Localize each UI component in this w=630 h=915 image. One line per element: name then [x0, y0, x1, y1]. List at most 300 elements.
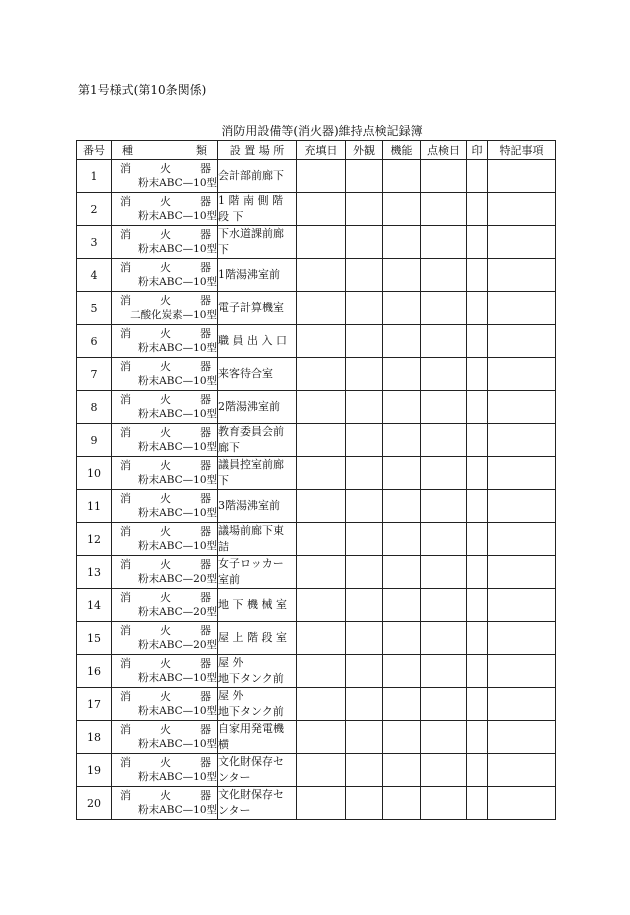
appearance-cell	[346, 358, 383, 391]
extinguisher-kind	[112, 424, 218, 457]
extinguisher-kind	[112, 457, 218, 490]
extinguisher-name-char: 器	[200, 657, 211, 670]
extinguisher-name-char: 火	[160, 756, 171, 769]
row-number: 9	[77, 424, 112, 457]
extinguisher-type: 粉末ABC—20型	[138, 573, 217, 585]
extinguisher-type: 粉末ABC—20型	[138, 639, 217, 651]
function-cell	[383, 655, 421, 688]
extinguisher-kind	[112, 193, 218, 226]
extinguisher-name-char: 器	[200, 327, 211, 340]
function-cell	[383, 226, 421, 259]
extinguisher-name	[112, 590, 217, 605]
notes-cell	[488, 325, 556, 358]
seal-cell	[467, 754, 488, 787]
installation-location	[218, 160, 297, 193]
table-row	[77, 226, 556, 259]
location-line: 女子ロッカー	[218, 557, 284, 570]
extinguisher-type: 粉末ABC—10型	[138, 210, 217, 222]
appearance-cell	[346, 589, 383, 622]
seal-cell	[467, 292, 488, 325]
inspection-date-cell	[421, 193, 467, 226]
inspection-date-cell	[421, 622, 467, 655]
location-line: 下	[218, 243, 229, 256]
notes-cell	[488, 358, 556, 391]
extinguisher-name	[112, 425, 217, 440]
seal-cell	[467, 688, 488, 721]
extinguisher-name	[112, 161, 217, 176]
location-line: 屋 外	[218, 656, 244, 669]
installation-location	[218, 589, 297, 622]
extinguisher-name-char: 器	[200, 591, 211, 604]
extinguisher-name-char: 器	[200, 624, 211, 637]
notes-cell	[488, 391, 556, 424]
table-row	[77, 688, 556, 721]
extinguisher-kind	[112, 589, 218, 622]
refill-date-cell	[297, 721, 346, 754]
appearance-cell	[346, 655, 383, 688]
notes-cell	[488, 292, 556, 325]
extinguisher-name-char: 火	[160, 591, 171, 604]
row-number: 6	[77, 325, 112, 358]
appearance-cell	[346, 754, 383, 787]
location-line: 廊下	[218, 441, 240, 454]
extinguisher-name-char: 器	[200, 690, 211, 703]
row-number: 14	[77, 589, 112, 622]
location-line: 1 階 南 側 階	[218, 194, 283, 207]
row-number: 12	[77, 523, 112, 556]
header-seal: 印	[467, 141, 488, 160]
appearance-cell	[346, 556, 383, 589]
function-cell	[383, 589, 421, 622]
row-number: 17	[77, 688, 112, 721]
table-row	[77, 490, 556, 523]
extinguisher-kind	[112, 160, 218, 193]
extinguisher-name	[112, 722, 217, 737]
extinguisher-name	[112, 689, 217, 704]
refill-date-cell	[297, 424, 346, 457]
extinguisher-name-char: 火	[160, 789, 171, 802]
extinguisher-kind	[112, 787, 218, 820]
extinguisher-name-char: 火	[160, 393, 171, 406]
extinguisher-name-char: 消	[120, 327, 131, 340]
location-line: 段 下	[218, 210, 244, 223]
location-line: 3階湯沸室前	[218, 499, 280, 512]
extinguisher-name-char: 器	[200, 195, 211, 208]
header-function: 機能	[383, 141, 421, 160]
function-cell	[383, 721, 421, 754]
extinguisher-name	[112, 623, 217, 638]
row-number: 11	[77, 490, 112, 523]
refill-date-cell	[297, 622, 346, 655]
inspection-date-cell	[421, 391, 467, 424]
table-row	[77, 655, 556, 688]
extinguisher-kind	[112, 358, 218, 391]
table-row	[77, 160, 556, 193]
seal-cell	[467, 523, 488, 556]
refill-date-cell	[297, 787, 346, 820]
location-line: 自家用発電機	[218, 722, 284, 735]
location-line: 文化財保存セ	[218, 788, 284, 801]
extinguisher-name	[112, 260, 217, 275]
refill-date-cell	[297, 589, 346, 622]
location-line: ンター	[218, 804, 251, 817]
function-cell	[383, 556, 421, 589]
location-line: ンター	[218, 771, 251, 784]
extinguisher-name-char: 火	[160, 261, 171, 274]
extinguisher-name-char: 消	[120, 426, 131, 439]
seal-cell	[467, 622, 488, 655]
inspection-date-cell	[421, 523, 467, 556]
inspection-date-cell	[421, 721, 467, 754]
extinguisher-kind	[112, 622, 218, 655]
inspection-date-cell	[421, 655, 467, 688]
installation-location	[218, 556, 297, 589]
table-row	[77, 358, 556, 391]
refill-date-cell	[297, 754, 346, 787]
extinguisher-name-char: 火	[160, 162, 171, 175]
location-line: 下水道課前廊	[218, 227, 284, 240]
extinguisher-name-char: 器	[200, 360, 211, 373]
location-line: 屋 上 階 段 室	[218, 631, 287, 644]
location-line: 詰	[218, 540, 229, 553]
appearance-cell	[346, 787, 383, 820]
table-row	[77, 589, 556, 622]
header-kind-a: 種	[122, 144, 133, 157]
document-title: 消防用設備等(消火器)維持点検記録簿	[221, 124, 423, 138]
notes-cell	[488, 556, 556, 589]
location-line: 電子計算機室	[218, 301, 284, 314]
extinguisher-name-char: 火	[160, 690, 171, 703]
notes-cell	[488, 655, 556, 688]
appearance-cell	[346, 523, 383, 556]
seal-cell	[467, 391, 488, 424]
extinguisher-name-char: 消	[120, 294, 131, 307]
header-kind-b: 類	[196, 144, 207, 157]
refill-date-cell	[297, 457, 346, 490]
extinguisher-name-char: 消	[120, 690, 131, 703]
refill-date-cell	[297, 523, 346, 556]
extinguisher-name-char: 消	[120, 228, 131, 241]
seal-cell	[467, 556, 488, 589]
extinguisher-name-char: 火	[160, 525, 171, 538]
inspection-date-cell	[421, 457, 467, 490]
location-line: 1階湯沸室前	[218, 268, 280, 281]
function-cell	[383, 457, 421, 490]
row-number: 10	[77, 457, 112, 490]
inspection-date-cell	[421, 160, 467, 193]
extinguisher-name-char: 火	[160, 195, 171, 208]
extinguisher-name-char: 火	[160, 327, 171, 340]
row-number: 8	[77, 391, 112, 424]
refill-date-cell	[297, 226, 346, 259]
refill-date-cell	[297, 259, 346, 292]
location-line: 横	[218, 738, 229, 751]
installation-location	[218, 259, 297, 292]
extinguisher-kind	[112, 292, 218, 325]
location-line: 議員控室前廊	[218, 458, 284, 471]
extinguisher-name-char: 器	[200, 228, 211, 241]
appearance-cell	[346, 160, 383, 193]
installation-location	[218, 358, 297, 391]
table-row	[77, 424, 556, 457]
table-row	[77, 292, 556, 325]
notes-cell	[488, 259, 556, 292]
extinguisher-name	[112, 326, 217, 341]
inspection-date-cell	[421, 325, 467, 358]
appearance-cell	[346, 391, 383, 424]
extinguisher-name-char: 消	[120, 195, 131, 208]
location-line: 地 下 機 械 室	[218, 598, 287, 611]
extinguisher-type: 粉末ABC—10型	[138, 474, 217, 486]
table-row	[77, 754, 556, 787]
table-row	[77, 622, 556, 655]
extinguisher-name-char: 器	[200, 459, 211, 472]
extinguisher-name-char: 火	[160, 558, 171, 571]
extinguisher-name-char: 火	[160, 294, 171, 307]
extinguisher-name-char: 器	[200, 525, 211, 538]
location-line: 会計部前廊下	[218, 169, 284, 182]
extinguisher-name-char: 火	[160, 228, 171, 241]
inspection-date-cell	[421, 424, 467, 457]
appearance-cell	[346, 292, 383, 325]
extinguisher-name-char: 器	[200, 558, 211, 571]
seal-cell	[467, 259, 488, 292]
extinguisher-kind	[112, 688, 218, 721]
appearance-cell	[346, 688, 383, 721]
installation-location	[218, 688, 297, 721]
seal-cell	[467, 589, 488, 622]
function-cell	[383, 160, 421, 193]
seal-cell	[467, 325, 488, 358]
extinguisher-kind	[112, 259, 218, 292]
extinguisher-name-char: 消	[120, 459, 131, 472]
extinguisher-name-char: 器	[200, 426, 211, 439]
location-line: 議場前廊下東	[218, 524, 284, 537]
header-refill-date: 充填日	[297, 141, 346, 160]
inspection-date-cell	[421, 754, 467, 787]
extinguisher-type: 粉末ABC—10型	[138, 243, 217, 255]
extinguisher-kind	[112, 325, 218, 358]
table-row	[77, 325, 556, 358]
inspection-date-cell	[421, 259, 467, 292]
location-line: 2階湯沸室前	[218, 400, 280, 413]
seal-cell	[467, 424, 488, 457]
refill-date-cell	[297, 490, 346, 523]
inspection-date-cell	[421, 358, 467, 391]
header-location: 設 置 場 所	[218, 141, 297, 160]
notes-cell	[488, 160, 556, 193]
extinguisher-name-char: 消	[120, 657, 131, 670]
seal-cell	[467, 193, 488, 226]
row-number: 20	[77, 787, 112, 820]
row-number: 18	[77, 721, 112, 754]
seal-cell	[467, 721, 488, 754]
installation-location	[218, 523, 297, 556]
extinguisher-name-char: 器	[200, 492, 211, 505]
function-cell	[383, 787, 421, 820]
function-cell	[383, 325, 421, 358]
extinguisher-kind	[112, 655, 218, 688]
seal-cell	[467, 358, 488, 391]
extinguisher-name-char: 器	[200, 393, 211, 406]
extinguisher-type: 粉末ABC—10型	[138, 540, 217, 552]
installation-location	[218, 193, 297, 226]
extinguisher-kind	[112, 556, 218, 589]
row-number: 16	[77, 655, 112, 688]
table-row	[77, 721, 556, 754]
notes-cell	[488, 490, 556, 523]
function-cell	[383, 490, 421, 523]
extinguisher-type: 粉末ABC—10型	[138, 507, 217, 519]
installation-location	[218, 787, 297, 820]
installation-location	[218, 226, 297, 259]
extinguisher-name	[112, 491, 217, 506]
installation-location	[218, 721, 297, 754]
location-line: 職 員 出 入 口	[218, 334, 287, 347]
location-line: 地下タンク前	[218, 672, 284, 685]
extinguisher-type: 粉末ABC—10型	[138, 342, 217, 354]
function-cell	[383, 754, 421, 787]
extinguisher-name-char: 火	[160, 426, 171, 439]
extinguisher-name-char: 火	[160, 723, 171, 736]
extinguisher-name	[112, 788, 217, 803]
extinguisher-name-char: 火	[160, 657, 171, 670]
notes-cell	[488, 589, 556, 622]
extinguisher-name-char: 消	[120, 393, 131, 406]
location-line: 文化財保存セ	[218, 755, 284, 768]
extinguisher-name-char: 器	[200, 756, 211, 769]
extinguisher-name-char: 消	[120, 723, 131, 736]
appearance-cell	[346, 325, 383, 358]
table-row	[77, 259, 556, 292]
function-cell	[383, 358, 421, 391]
installation-location	[218, 391, 297, 424]
extinguisher-name-char: 器	[200, 261, 211, 274]
extinguisher-name-char: 消	[120, 789, 131, 802]
appearance-cell	[346, 622, 383, 655]
row-number: 3	[77, 226, 112, 259]
table-row	[77, 523, 556, 556]
table-row	[77, 193, 556, 226]
inspection-date-cell	[421, 589, 467, 622]
extinguisher-kind	[112, 754, 218, 787]
extinguisher-kind	[112, 721, 218, 754]
inspection-ledger-table	[76, 140, 556, 820]
extinguisher-name-char: 火	[160, 459, 171, 472]
extinguisher-kind	[112, 226, 218, 259]
header-notes: 特記事項	[488, 141, 556, 160]
installation-location	[218, 457, 297, 490]
inspection-date-cell	[421, 490, 467, 523]
extinguisher-type: 粉末ABC—10型	[138, 375, 217, 387]
extinguisher-name	[112, 524, 217, 539]
location-line: 来客待合室	[218, 367, 273, 380]
table-row	[77, 787, 556, 820]
extinguisher-type: 粉末ABC—10型	[138, 705, 217, 717]
table-row	[77, 391, 556, 424]
extinguisher-kind	[112, 490, 218, 523]
extinguisher-name	[112, 392, 217, 407]
extinguisher-name-char: 器	[200, 294, 211, 307]
row-number: 7	[77, 358, 112, 391]
row-number: 2	[77, 193, 112, 226]
header-inspection-date: 点検日	[421, 141, 467, 160]
extinguisher-name-char: 消	[120, 756, 131, 769]
installation-location	[218, 490, 297, 523]
table-row	[77, 556, 556, 589]
installation-location	[218, 622, 297, 655]
notes-cell	[488, 721, 556, 754]
appearance-cell	[346, 226, 383, 259]
installation-location	[218, 292, 297, 325]
notes-cell	[488, 688, 556, 721]
extinguisher-name-char: 器	[200, 789, 211, 802]
table-row	[77, 457, 556, 490]
extinguisher-name-char: 消	[120, 360, 131, 373]
notes-cell	[488, 226, 556, 259]
function-cell	[383, 688, 421, 721]
extinguisher-kind	[112, 391, 218, 424]
extinguisher-name	[112, 227, 217, 242]
notes-cell	[488, 523, 556, 556]
header-no: 番号	[77, 141, 112, 160]
refill-date-cell	[297, 655, 346, 688]
location-line: 下	[218, 474, 229, 487]
form-label: 第1号様式(第10条関係)	[78, 83, 207, 97]
refill-date-cell	[297, 325, 346, 358]
function-cell	[383, 292, 421, 325]
extinguisher-name-char: 消	[120, 624, 131, 637]
function-cell	[383, 424, 421, 457]
refill-date-cell	[297, 391, 346, 424]
extinguisher-type: 粉末ABC—10型	[138, 177, 217, 189]
extinguisher-type: 粉末ABC—10型	[138, 276, 217, 288]
notes-cell	[488, 787, 556, 820]
extinguisher-type: 粉末ABC—10型	[138, 804, 217, 816]
notes-cell	[488, 424, 556, 457]
seal-cell	[467, 457, 488, 490]
installation-location	[218, 655, 297, 688]
installation-location	[218, 424, 297, 457]
row-number: 19	[77, 754, 112, 787]
extinguisher-name-char: 消	[120, 162, 131, 175]
extinguisher-kind	[112, 523, 218, 556]
header-row	[77, 141, 556, 160]
seal-cell	[467, 787, 488, 820]
row-number: 1	[77, 160, 112, 193]
function-cell	[383, 259, 421, 292]
seal-cell	[467, 655, 488, 688]
ledger-body	[77, 160, 556, 820]
appearance-cell	[346, 193, 383, 226]
appearance-cell	[346, 259, 383, 292]
installation-location	[218, 754, 297, 787]
header-kind	[112, 141, 218, 160]
extinguisher-type: 粉末ABC—10型	[138, 672, 217, 684]
extinguisher-name-char: 器	[200, 723, 211, 736]
seal-cell	[467, 160, 488, 193]
location-line: 地下タンク前	[218, 705, 284, 718]
function-cell	[383, 193, 421, 226]
inspection-date-cell	[421, 688, 467, 721]
header-appearance: 外観	[346, 141, 383, 160]
appearance-cell	[346, 721, 383, 754]
appearance-cell	[346, 424, 383, 457]
extinguisher-name-char: 消	[120, 261, 131, 274]
location-line: 教育委員会前	[218, 425, 284, 438]
row-number: 13	[77, 556, 112, 589]
extinguisher-name	[112, 755, 217, 770]
